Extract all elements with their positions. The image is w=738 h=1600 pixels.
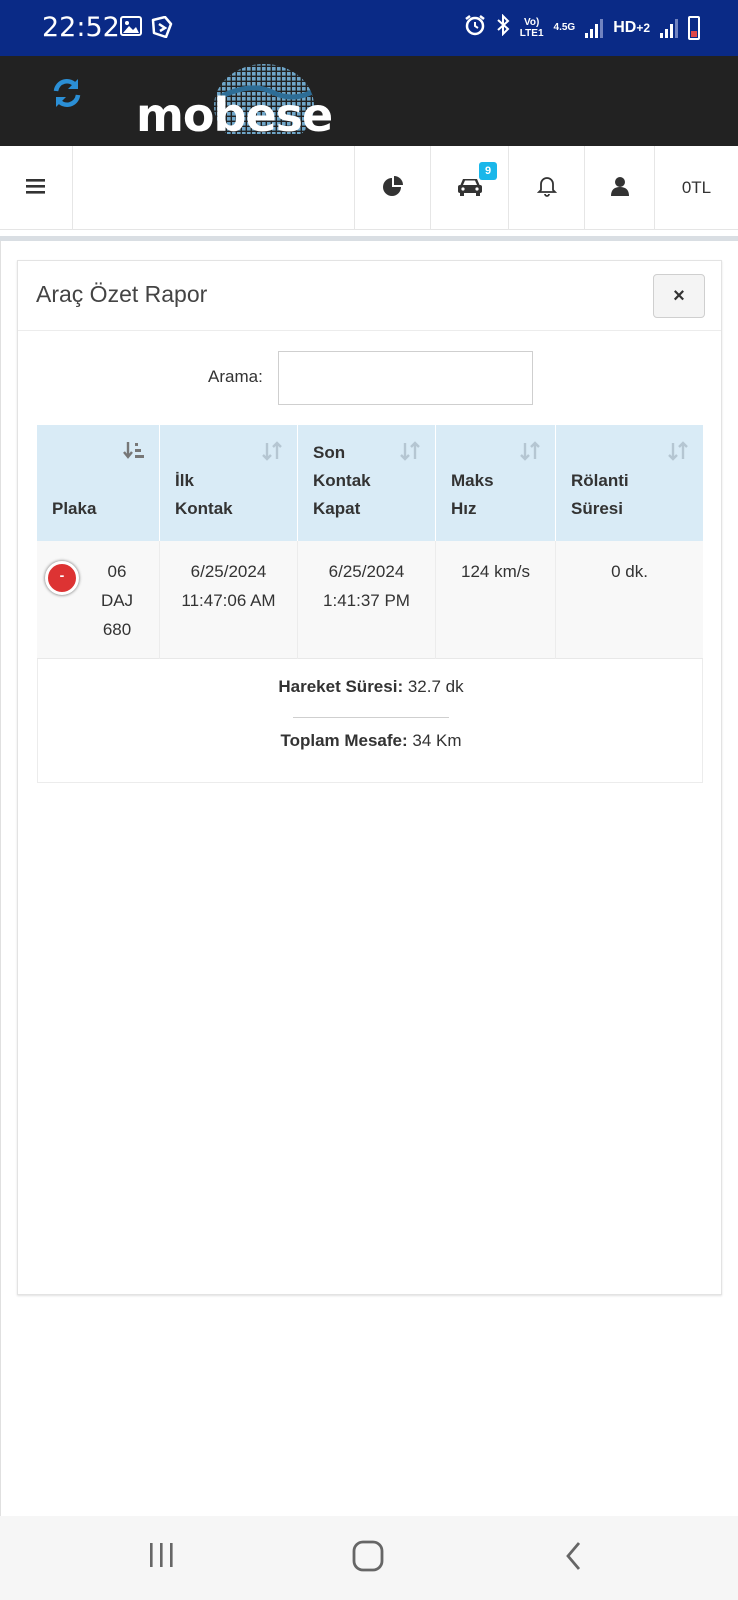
balance-button[interactable] (654, 146, 738, 230)
search-label: Arama: (208, 367, 263, 386)
refresh-icon[interactable] (50, 76, 84, 110)
details-divider (293, 717, 449, 718)
cell-ilk-kontak: 6/25/2024 11:47:06 AM (159, 541, 297, 659)
collapse-row-button[interactable]: - (45, 561, 79, 595)
sort-ascending-icon (123, 441, 145, 466)
user-icon (611, 176, 629, 201)
bluetooth-icon (496, 14, 510, 41)
menu-button[interactable] (0, 146, 72, 230)
row-details (37, 659, 703, 783)
hd-indicator: HD+2 (613, 18, 650, 36)
volte-indicator: Vo) LTE1 (519, 16, 544, 39)
panel-header (18, 261, 721, 331)
status-time: 22:52 (42, 12, 120, 43)
hamburger-icon (26, 178, 46, 199)
status-bar (0, 0, 738, 56)
network-type: 4.5G (553, 22, 576, 33)
car-icon (457, 176, 483, 201)
table-row[interactable] (37, 541, 703, 659)
sort-icon (399, 441, 421, 466)
cell-plaka: - 06 DAJ 680 (37, 541, 159, 659)
battery-icon (688, 16, 700, 40)
navbar-spacer (72, 146, 354, 230)
mobese-logo (136, 60, 333, 142)
logo-text: mobese (136, 88, 333, 142)
back-icon[interactable] (564, 1540, 584, 1577)
column-header-ilk-kontak[interactable] (159, 425, 297, 541)
gallery-icon (120, 16, 142, 41)
reports-button[interactable] (354, 146, 430, 230)
cell-rolanti: 0 dk. (555, 541, 703, 659)
total-distance: Toplam Mesafe: 34 Km (280, 731, 462, 750)
home-icon[interactable] (352, 1540, 384, 1577)
vehicle-summary-panel (17, 260, 722, 1295)
vehicles-button[interactable] (430, 146, 508, 230)
sort-icon (261, 441, 283, 466)
app-header (0, 56, 738, 146)
signal-bars-2-icon (660, 18, 678, 38)
cell-son-kontak: 6/25/2024 1:41:37 PM (297, 541, 435, 659)
app-notification-icon (150, 16, 174, 43)
vehicles-count-badge: 9 (479, 162, 497, 180)
column-header-rolanti[interactable] (555, 425, 703, 541)
column-label: Son Kontak Kapat (313, 443, 371, 518)
sort-icon (519, 441, 541, 466)
page-title: Araç Özet Rapor (36, 281, 208, 307)
navbar-divider (0, 236, 738, 241)
page-left-border (0, 241, 1, 1516)
column-header-plaka[interactable] (37, 425, 159, 541)
pie-chart-icon (382, 175, 404, 202)
cell-maks-hiz: 124 km/s (435, 541, 555, 659)
signal-bars-icon (585, 18, 603, 38)
table-header (37, 425, 703, 541)
search-input[interactable] (278, 351, 533, 405)
column-label: Plaka (52, 499, 97, 518)
status-right-icons (464, 14, 700, 41)
movement-duration: Hareket Süresi: 32.7 dk (278, 677, 464, 696)
column-header-son-kontak[interactable] (297, 425, 435, 541)
close-button[interactable]: × (653, 274, 705, 318)
system-navigation-bar (0, 1516, 738, 1600)
balance-text: 0TL (681, 178, 712, 197)
column-header-maks-hiz[interactable] (435, 425, 555, 541)
profile-button[interactable] (584, 146, 654, 230)
column-label: Rölanti Süresi (571, 471, 629, 518)
recent-apps-icon[interactable] (148, 1540, 176, 1575)
column-label: Maks Hız (451, 471, 494, 518)
alarm-icon (464, 14, 486, 41)
bell-icon (537, 175, 557, 202)
column-label: İlk Kontak (175, 471, 233, 518)
top-navbar (0, 146, 738, 230)
notifications-button[interactable] (508, 146, 584, 230)
sort-icon (667, 441, 689, 466)
